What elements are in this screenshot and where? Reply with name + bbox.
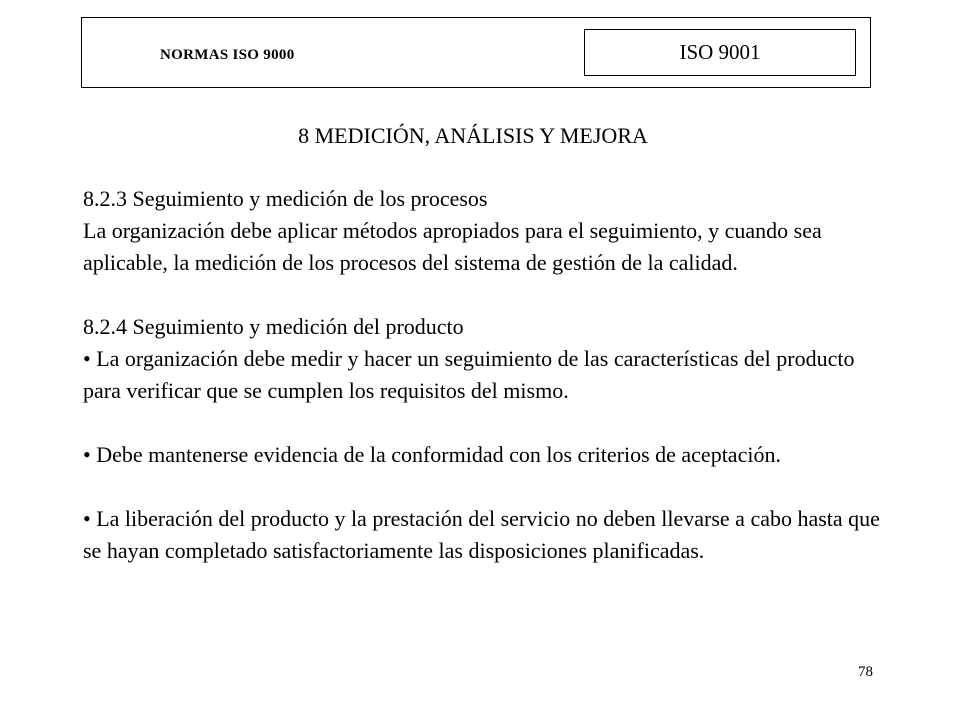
header-box: [81, 17, 871, 88]
body-text: [83, 183, 883, 567]
page-number: 78: [858, 664, 873, 680]
section-824-bullet-1: • La organización debe medir y hacer un seguimiento de las características del producto para verificar que se cumplen los requisitos del mismo.: [83, 346, 855, 403]
section-824-bullet-3: • La liberación del producto y la prestación del servicio no deben llevarse a cabo hasta que se hayan completado satisfactoriamente las disposiciones planificadas.: [83, 506, 880, 563]
section-823-heading: 8.2.3 Seguimiento y medición de los procesos: [83, 186, 488, 211]
header-left-label: NORMAS ISO 9000: [160, 47, 295, 63]
section-823-text: La organización debe aplicar métodos apropiados para el seguimiento, y cuando sea aplicable, la medición de los procesos del sistema de gestión de la calidad.: [83, 218, 822, 275]
section-824-bullet-2: • Debe mantenerse evidencia de la conformidad con los criterios de aceptación.: [83, 442, 781, 467]
section-title: 8 MEDICIÓN, ANÁLISIS Y MEJORA: [298, 123, 648, 148]
header-right-label: ISO 9001: [679, 40, 761, 64]
spacer: [83, 407, 883, 439]
spacer: [83, 279, 883, 311]
section-824-heading: 8.2.4 Seguimiento y medición del producto: [83, 314, 464, 339]
spacer: [83, 471, 883, 503]
header-right-box: [584, 29, 856, 76]
